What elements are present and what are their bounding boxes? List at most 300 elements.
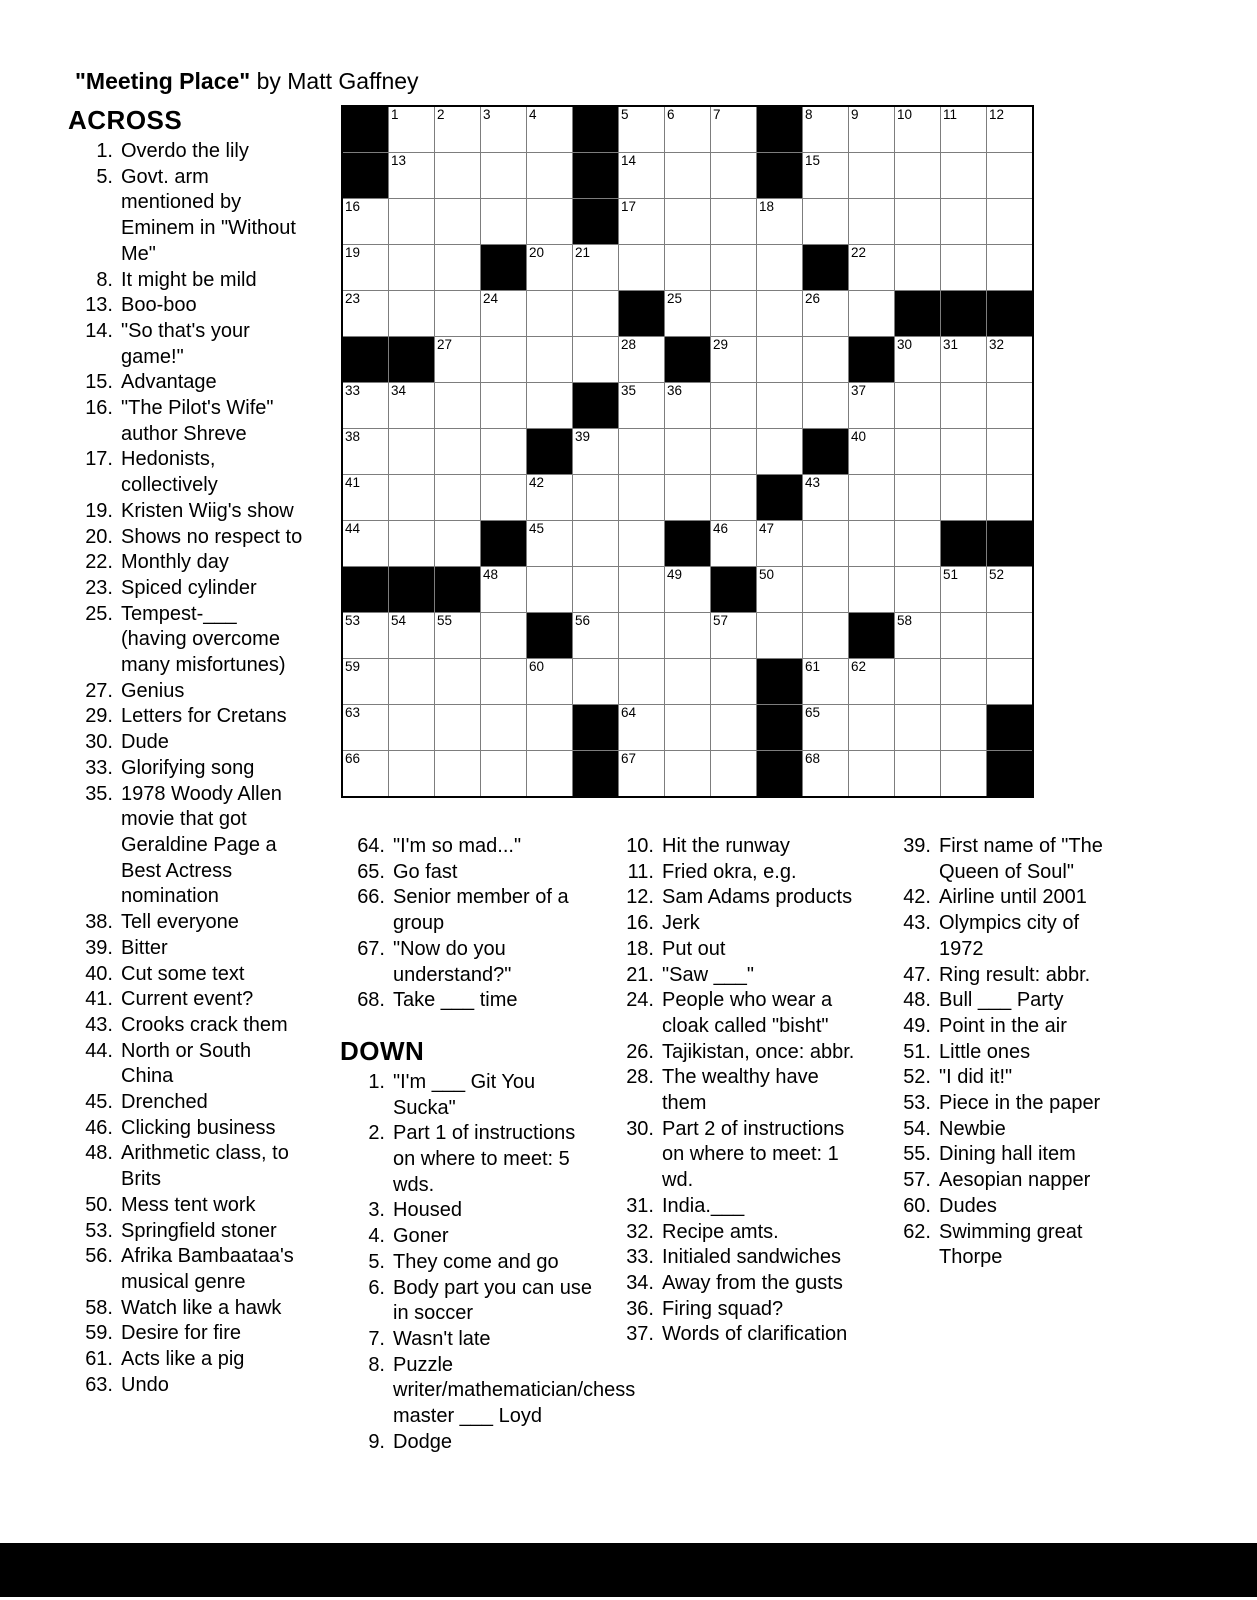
grid-cell-number: 8: [805, 107, 813, 122]
clue-item: [76, 1244, 306, 1295]
clue-number: 56.: [85, 1245, 113, 1268]
clue-number: 68.: [357, 989, 385, 1012]
grid-cell: [435, 107, 480, 152]
clue-number: 29.: [85, 705, 113, 728]
clue-text: Take ___ time: [393, 989, 518, 1012]
grid-cell: [435, 199, 480, 244]
grid-cell: [895, 199, 940, 244]
grid-cell-number: 11: [943, 107, 958, 122]
clue-item: [887, 1142, 1117, 1168]
grid-cell-number: 57: [713, 613, 729, 628]
section-heading-down: DOWN: [340, 1035, 425, 1066]
clue-text: Tajikistan, once: abbr.: [662, 1040, 855, 1063]
clue-item: [617, 1065, 857, 1116]
grid-cell: [435, 659, 480, 704]
grid-cell-number: 51: [943, 567, 959, 582]
clue-column-across: [68, 105, 306, 1398]
grid-cell: [343, 199, 388, 244]
clue-text: Boo-boo: [121, 294, 197, 317]
grid-cell: [527, 153, 572, 198]
clue-text: Away from the gusts: [662, 1271, 843, 1294]
grid-cell: [711, 475, 756, 520]
grid-cell: [849, 107, 894, 152]
clue-text: Hedonists, collectively: [121, 448, 218, 497]
grid-cell: [481, 429, 526, 474]
grid-cell: [343, 659, 388, 704]
clue-number: 35.: [85, 782, 113, 805]
clue-number: 17.: [85, 448, 113, 471]
grid-cell-black: [757, 107, 802, 152]
clue-item: [348, 988, 598, 1014]
clue-item: [887, 1091, 1117, 1117]
clue-text: Initialed sandwiches: [662, 1246, 841, 1269]
clue-text: Desire for fire: [121, 1322, 242, 1345]
grid-cell-number: 45: [529, 521, 545, 536]
grid-cell: [389, 613, 434, 658]
grid-cell: [711, 107, 756, 152]
grid-cell: [343, 291, 388, 336]
grid-cell-number: 4: [529, 107, 537, 122]
clue-item: [348, 1224, 598, 1250]
section-heading-across: ACROSS: [68, 105, 183, 135]
clue-text: Arithmetic class, to Brits: [121, 1142, 289, 1191]
clue-item: [887, 1014, 1117, 1040]
clue-number: 66.: [357, 886, 385, 909]
grid-cell: [987, 567, 1032, 612]
clue-number: 46.: [85, 1116, 113, 1139]
clue-item: [348, 1250, 598, 1276]
grid-cell-black: [941, 521, 986, 566]
grid-cell-number: 32: [989, 337, 1005, 352]
grid-cell: [481, 291, 526, 336]
grid-cell: [757, 337, 802, 382]
clue-text: Cut some text: [121, 962, 245, 985]
clue-number: 28.: [626, 1066, 654, 1089]
clue-text: Letters for Cretans: [121, 705, 287, 728]
grid-cell: [527, 475, 572, 520]
grid-cell: [803, 107, 848, 152]
grid-cell: [665, 567, 710, 612]
grid-cell: [895, 613, 940, 658]
grid-cell-number: 58: [897, 613, 913, 628]
grid-cell-number: 68: [805, 751, 821, 766]
clue-item: [76, 704, 306, 730]
grid-cell-number: 39: [575, 429, 591, 444]
grid-cell-black: [757, 153, 802, 198]
clue-item: [617, 1194, 857, 1220]
grid-cell-number: 20: [529, 245, 545, 260]
grid-cell: [895, 153, 940, 198]
grid-cell: [757, 567, 802, 612]
clue-number: 34.: [626, 1271, 654, 1294]
grid-cell-black: [665, 337, 710, 382]
grid-cell-number: 56: [575, 613, 591, 628]
clue-number: 20.: [85, 525, 113, 548]
clue-item: [76, 1219, 306, 1245]
clue-number: 9.: [368, 1430, 385, 1453]
grid-cell: [987, 337, 1032, 382]
grid-cell: [573, 613, 618, 658]
grid-cell: [665, 475, 710, 520]
grid-cell-number: 14: [621, 153, 637, 168]
grid-cell-number: 30: [897, 337, 913, 352]
clue-item: [76, 782, 306, 911]
clue-text: Mess tent work: [121, 1193, 256, 1216]
grid-cell: [757, 383, 802, 428]
grid-cell: [849, 199, 894, 244]
grid-cell: [849, 475, 894, 520]
grid-cell: [573, 659, 618, 704]
clue-number: 43.: [85, 1013, 113, 1036]
grid-cell: [895, 705, 940, 750]
clue-text: Glorifying song: [121, 756, 255, 779]
clue-number: 64.: [357, 835, 385, 857]
grid-cell: [619, 521, 664, 566]
clue-number: 16.: [85, 397, 113, 420]
grid-cell: [987, 153, 1032, 198]
grid-cell: [665, 199, 710, 244]
grid-cell-black: [573, 705, 618, 750]
clue-item: [76, 550, 306, 576]
clue-item: [76, 268, 306, 294]
grid-cell: [895, 429, 940, 474]
grid-cell: [941, 383, 986, 428]
grid-cell: [941, 429, 986, 474]
grid-cell: [527, 291, 572, 336]
clue-number: 54.: [903, 1117, 931, 1140]
grid-cell-black: [527, 613, 572, 658]
clue-number: 30.: [626, 1117, 654, 1140]
clue-item: [348, 1353, 636, 1430]
clue-text: Piece in the paper: [939, 1092, 1101, 1115]
grid-cell-number: 27: [437, 337, 453, 352]
grid-cell-number: 3: [483, 107, 491, 122]
clue-number: 5.: [368, 1250, 385, 1273]
clue-item: [617, 885, 857, 911]
grid-cell: [803, 383, 848, 428]
grid-cell: [619, 337, 664, 382]
clue-text: Govt. arm mentioned by Eminem in "Without Me": [121, 165, 296, 265]
clue-item: [887, 1168, 1117, 1194]
grid-cell: [527, 521, 572, 566]
grid-cell: [389, 199, 434, 244]
grid-cell: [711, 199, 756, 244]
clue-number: 33.: [85, 756, 113, 779]
grid-cell: [803, 751, 848, 796]
grid-cell-number: 23: [345, 291, 361, 306]
clue-item: [76, 1039, 306, 1090]
clue-item: [348, 937, 598, 988]
grid-cell-number: 67: [621, 751, 637, 766]
grid-cell: [757, 613, 802, 658]
grid-cell-number: 36: [667, 383, 683, 398]
clue-item: [76, 1321, 306, 1347]
grid-cell: [389, 475, 434, 520]
clue-number: 1.: [368, 1070, 385, 1093]
grid-cell-number: 37: [851, 383, 867, 398]
grid-cell: [435, 613, 480, 658]
clue-item: [76, 730, 306, 756]
grid-cell-black: [343, 337, 388, 382]
clue-item: [617, 1271, 857, 1297]
puzzle-title: "Meeting Place": [75, 68, 251, 94]
clue-number: 52.: [903, 1066, 931, 1089]
grid-cell: [527, 659, 572, 704]
grid-cell-number: 40: [851, 429, 867, 444]
clue-text: Body part you can use in soccer: [393, 1276, 593, 1325]
grid-cell: [849, 521, 894, 566]
grid-cell: [711, 337, 756, 382]
clue-item: [617, 1220, 857, 1246]
grid-cell: [665, 429, 710, 474]
grid-cell: [895, 337, 940, 382]
grid-cell: [573, 521, 618, 566]
grid-cell: [573, 245, 618, 290]
clue-item: [76, 1116, 306, 1142]
grid-cell-number: 1: [391, 107, 399, 122]
clue-text: Puzzle writer/mathematician/chess master ___ Loyd: [393, 1353, 636, 1428]
grid-cell-black: [573, 751, 618, 796]
clue-number: 37.: [626, 1323, 654, 1346]
grid-cell-number: 48: [483, 567, 499, 582]
grid-cell: [941, 751, 986, 796]
grid-cell: [941, 107, 986, 152]
puzzle-byline: by Matt Gaffney: [250, 68, 419, 94]
grid-cell-number: 5: [621, 107, 629, 122]
clue-number: 49.: [903, 1014, 931, 1037]
grid-cell-number: 15: [805, 153, 821, 168]
clue-item: [76, 1090, 306, 1116]
grid-cell: [389, 521, 434, 566]
clue-text: Goner: [393, 1225, 449, 1248]
grid-cell: [711, 429, 756, 474]
clue-number: 31.: [626, 1194, 654, 1217]
clue-item: [617, 860, 857, 886]
grid-cell: [619, 613, 664, 658]
clue-number: 13.: [85, 294, 113, 317]
clue-number: 48.: [85, 1142, 113, 1165]
grid-cell-number: 13: [391, 153, 407, 168]
grid-cell: [435, 429, 480, 474]
grid-cell: [527, 567, 572, 612]
clue-text: Ring result: abbr.: [939, 963, 1091, 986]
clue-item: [76, 576, 306, 602]
grid-cell: [665, 291, 710, 336]
clue-item: [617, 1322, 857, 1348]
clue-text: Housed: [393, 1199, 462, 1222]
grid-cell-number: 63: [345, 705, 361, 720]
clue-column-down-end: [887, 834, 1117, 1271]
grid-cell-black: [389, 337, 434, 382]
clue-text: 1978 Woody Allen movie that got Geraldine Page a Best Actress nomination: [121, 782, 282, 908]
grid-cell-black: [757, 475, 802, 520]
clue-text: Undo: [121, 1373, 169, 1396]
clue-text: They come and go: [393, 1250, 559, 1273]
grid-cell: [987, 383, 1032, 428]
clue-item: [76, 396, 306, 447]
clue-text: Swimming great Thorpe: [939, 1220, 1083, 1269]
grid-cell-number: 61: [805, 659, 821, 674]
grid-cell: [389, 659, 434, 704]
clue-text: India.___: [662, 1194, 745, 1217]
grid-cell-number: 31: [943, 337, 959, 352]
grid-cell-number: 35: [621, 383, 637, 398]
grid-cell: [895, 245, 940, 290]
clue-text: Monthly day: [121, 551, 229, 574]
grid-cell: [803, 521, 848, 566]
clue-item: [76, 1141, 306, 1192]
clue-number: 18.: [626, 937, 654, 960]
grid-cell: [895, 567, 940, 612]
clue-item: [76, 370, 306, 396]
grid-cell: [711, 613, 756, 658]
grid-cell: [941, 567, 986, 612]
clue-number: 58.: [85, 1296, 113, 1319]
grid-cell: [343, 475, 388, 520]
clue-item: [76, 1373, 306, 1399]
grid-cell: [895, 659, 940, 704]
clue-number: 67.: [357, 937, 385, 960]
clue-number: 22.: [85, 551, 113, 574]
grid-cell: [619, 199, 664, 244]
grid-cell: [665, 383, 710, 428]
clue-number: 4.: [368, 1225, 385, 1248]
clue-text: Airline until 2001: [939, 886, 1087, 909]
grid-cell: [619, 245, 664, 290]
grid-cell: [527, 705, 572, 750]
clue-number: 27.: [85, 679, 113, 702]
grid-cell-black: [573, 153, 618, 198]
clue-text: Hit the runway: [662, 835, 790, 857]
grid-cell: [941, 199, 986, 244]
grid-cell: [481, 705, 526, 750]
clue-item: [887, 1065, 1117, 1091]
clue-number: 16.: [626, 912, 654, 935]
grid-cell-number: 46: [713, 521, 729, 536]
grid-cell-black: [573, 383, 618, 428]
clue-text: Aesopian napper: [939, 1169, 1091, 1192]
grid-cell-number: 49: [667, 567, 683, 582]
clue-text: Newbie: [939, 1117, 1006, 1140]
grid-cell: [619, 567, 664, 612]
clue-item: [76, 987, 306, 1013]
grid-cell-number: 52: [989, 567, 1005, 582]
grid-cell: [849, 751, 894, 796]
clue-text: Senior member of a group: [393, 886, 569, 935]
clue-item: [887, 1117, 1117, 1143]
clue-text: It might be mild: [121, 268, 257, 291]
clue-number: 36.: [626, 1297, 654, 1320]
grid-cell-black: [987, 751, 1032, 796]
grid-cell: [619, 153, 664, 198]
clue-item: [76, 1296, 306, 1322]
grid-cell: [895, 475, 940, 520]
grid-cell-number: 50: [759, 567, 775, 582]
grid-cell-number: 26: [805, 291, 821, 306]
grid-cell: [665, 613, 710, 658]
clue-number: 23.: [85, 576, 113, 599]
clue-item: [348, 1198, 598, 1224]
clue-item: [76, 525, 306, 551]
grid-cell-black: [987, 521, 1032, 566]
grid-cell-number: 24: [483, 291, 499, 306]
grid-cell-black: [941, 291, 986, 336]
grid-cell: [665, 659, 710, 704]
grid-cell-number: 21: [575, 245, 591, 260]
grid-cell: [665, 245, 710, 290]
grid-cell: [711, 153, 756, 198]
clue-item: [76, 1193, 306, 1219]
clue-item: [617, 911, 857, 937]
grid-cell-number: 44: [345, 521, 361, 536]
grid-cell: [849, 153, 894, 198]
clue-number: 8.: [368, 1353, 385, 1376]
clue-number: 1.: [96, 140, 113, 162]
clue-text: Genius: [121, 679, 185, 702]
clue-text: Put out: [662, 937, 726, 960]
clue-number: 39.: [903, 835, 931, 857]
clue-text: Tempest-___ (having overcome many misfortunes): [121, 602, 286, 677]
clue-text: Afrika Bambaataa's musical genre: [121, 1245, 294, 1293]
grid-cell: [343, 613, 388, 658]
clue-text: Dudes: [939, 1194, 997, 1217]
grid-cell: [803, 705, 848, 750]
grid-cell: [803, 291, 848, 336]
grid-cell-number: 18: [759, 199, 775, 214]
grid-cell: [527, 383, 572, 428]
grid-cell-number: 59: [345, 659, 361, 674]
grid-cell: [987, 245, 1032, 290]
clue-text: Fried okra, e.g.: [662, 860, 797, 883]
grid-cell: [803, 659, 848, 704]
clue-text: Dodge: [393, 1430, 452, 1453]
grid-cell: [803, 199, 848, 244]
page-title: [75, 68, 419, 95]
clue-number: 55.: [903, 1143, 931, 1166]
clue-number: 53.: [85, 1219, 113, 1242]
grid-cell-number: 33: [345, 383, 361, 398]
grid-cell-black: [389, 567, 434, 612]
clue-number: 61.: [85, 1348, 113, 1371]
clue-text: "The Pilot's Wife" author Shreve: [121, 397, 274, 445]
grid-cell: [435, 337, 480, 382]
clue-text: Sam Adams products: [662, 886, 853, 909]
clue-item: [348, 834, 598, 860]
clue-text: Part 1 of instructions on where to meet: 5 wds.: [393, 1122, 576, 1196]
grid-cell: [803, 153, 848, 198]
grid-cell-black: [343, 567, 388, 612]
clue-number: 11.: [627, 860, 654, 883]
grid-cell: [619, 107, 664, 152]
grid-cell: [343, 521, 388, 566]
grid-cell-black: [573, 199, 618, 244]
grid-cell-number: 9: [851, 107, 859, 122]
clue-item: [617, 834, 857, 860]
clue-item: [348, 1430, 598, 1456]
clue-item: [887, 911, 1117, 962]
grid-cell: [435, 751, 480, 796]
grid-cell: [849, 567, 894, 612]
clue-item: [76, 293, 306, 319]
clue-text: Current event?: [121, 988, 254, 1011]
grid-cell-number: 6: [667, 107, 675, 122]
grid-cell-number: 54: [391, 613, 407, 628]
grid-cell-black: [757, 751, 802, 796]
clue-text: "I did it!": [939, 1066, 1013, 1089]
grid-cell: [343, 383, 388, 428]
clue-number: 10.: [626, 835, 654, 857]
clue-number: 45.: [85, 1091, 113, 1114]
